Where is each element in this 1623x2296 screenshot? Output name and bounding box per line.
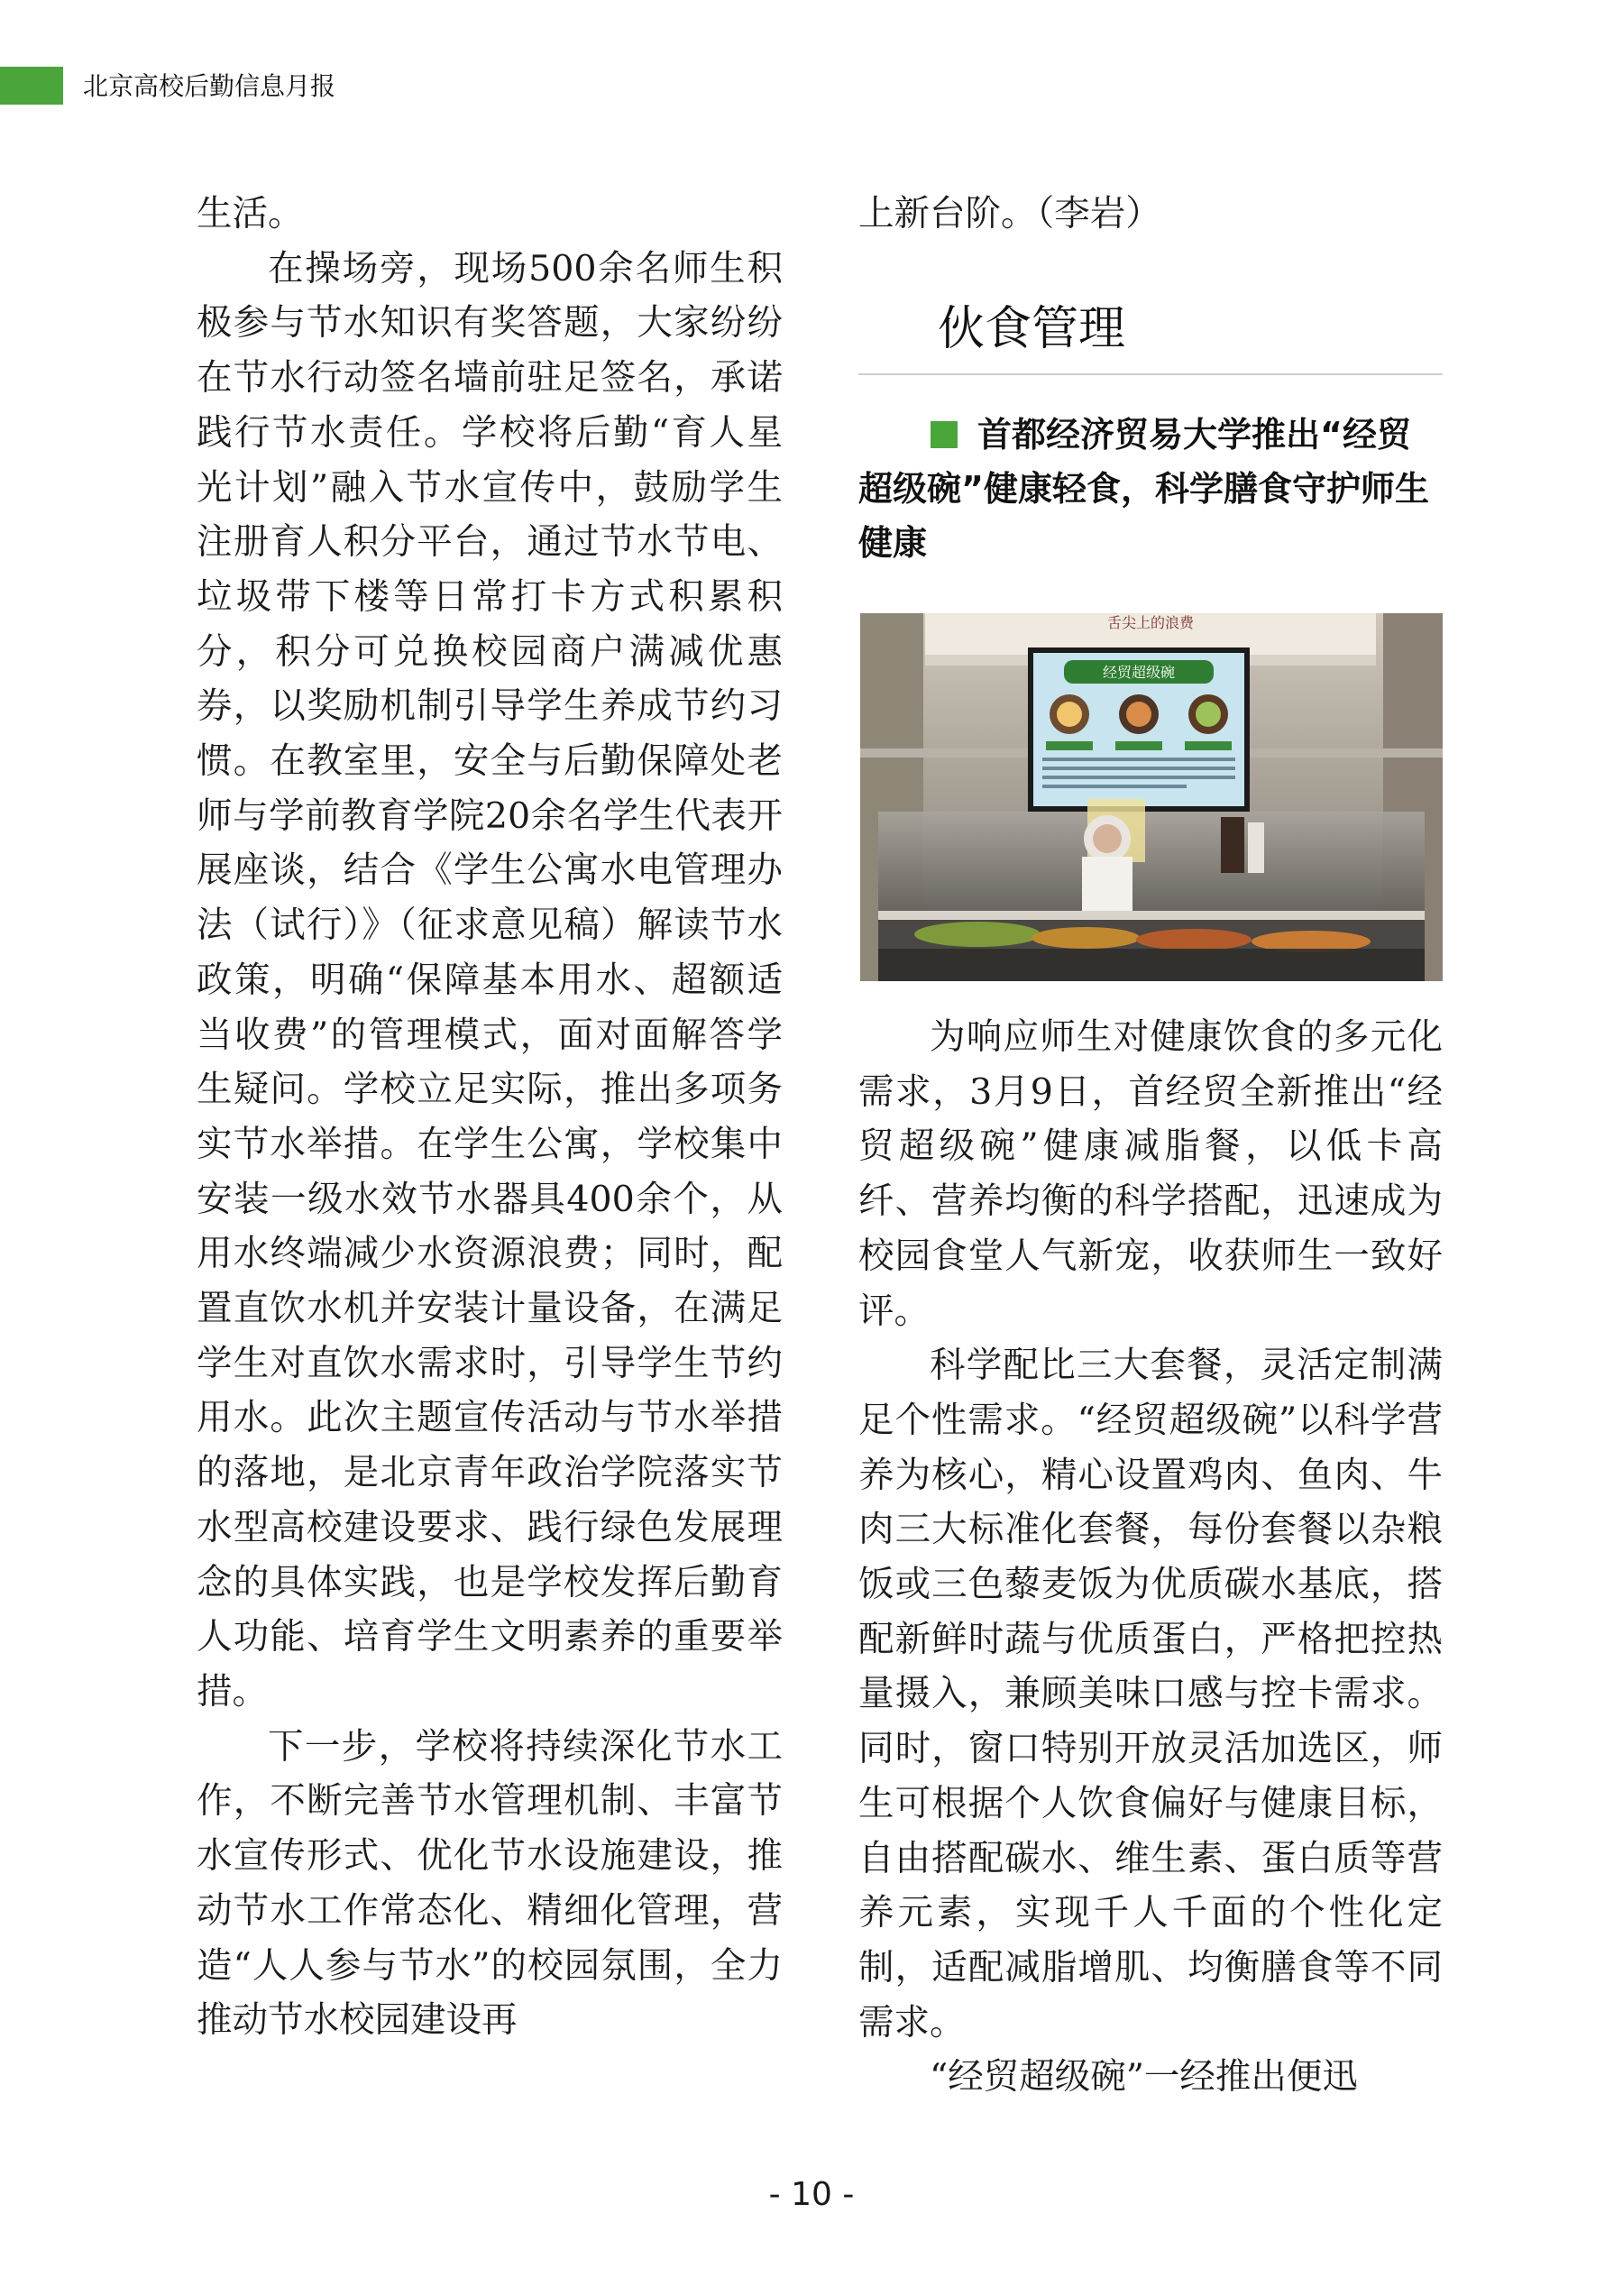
article-title-text: 首都经济贸易大学推出“经贸超级碗”健康轻食，科学膳食守护师生健康 [858, 415, 1429, 563]
article-title [858, 408, 1443, 570]
paragraph: 在操场旁，现场500余名师生积极参与节水知识有奖答题，大家纷纷在节水行动签名墙前驻足签名，承诺践行节水责任。学校将后勤“育人星光计划”融入节水宣传中，鼓励学生注册育人积分平台，通过节水节电、垃圾带下楼等日常打卡方式积累积分，积分可兑换校园商户满减优惠券，以奖励机制引导学生养成节约习惯。在教室里，安全与后勤保障处老师与学前教育学院20余名学生代表开展座谈，结合《学生公寓水电管理办法（试行）》（征求意见稿）解读节水政策，明确“保障基本用水、超额适当收费”的管理模式，面对面解答学生疑问。学校立足实际，推出多项务实节水举措。在学生公寓，学校集中安装一级水效节水器具400余个，从用水终端减少水资源浪费；同时，配置直饮水机并安装计量设备，在满足学生对直饮水需求时，引导学生节约用水。此次主题宣传活动与节水举措的落地，是北京青年政治学院落实节水型高校建设要求、践行绿色发展理念的具体实践，也是学校发挥后勤育人功能、培育学生文明素养的重要举措。 [197, 247, 783, 1713]
section-title: 伙食管理 [938, 302, 1126, 356]
publication-title: 北京高校后勤信息月报 [83, 71, 336, 101]
paragraph: 科学配比三大套餐，灵活定制满足个性需求。“经贸超级碗”以科学营养为核心，精心设置鸡肉、鱼肉、牛肉三大标准化套餐，每份套餐以杂粮饭或三色藜麦饭为优质碳水基底，搭配新鲜时蔬与优质蛋白，严格把控热量摄入，兼顾美味口感与控卡需求。同时，窗口特别开放灵活加选区，师生可根据个人饮食偏好与健康目标，自由搭配碳水、维生素、蛋白质等营养元素，实现千人千面的个性化定制，适配减脂增肌、均衡膳食等不同需求。 [858, 1345, 1443, 2043]
page-number: - 10 - [768, 2176, 855, 2213]
banner-text: 舌尖上的浪费 [1106, 614, 1195, 631]
canteen-photo [860, 613, 1443, 981]
section-divider [858, 373, 1443, 375]
square-bullet-icon [931, 421, 958, 448]
right-column-body [858, 1010, 1443, 2105]
left-column [197, 187, 783, 2048]
right-column-top [858, 187, 1443, 242]
paragraph: 生活。 [197, 193, 304, 234]
paragraph: “经贸超级碗”一经推出便迅 [930, 2056, 1358, 2099]
paragraph: 下一步，学校将持续深化节水工作，不断完善节水管理机制、丰富节水宣传形式、优化节水设施建设，推动节水工作常态化、精细化管理，营造“人人参与节水”的校园氛围，全力推动节水校园建设再 [197, 1725, 783, 2042]
paragraph-continuation: 上新台阶。（李岩） [858, 193, 1161, 234]
canteen-photo-illustration [860, 613, 1443, 981]
header-accent-bar [0, 67, 63, 105]
paragraph: 为响应师生对健康饮食的多元化需求，3月9日，首经贸全新推出“经贸超级碗”健康减脂餐，以低卡高纤、营养均衡的科学搭配，迅速成为校园食堂人气新宠，收获师生一致好评。 [858, 1016, 1443, 1332]
screen-title: 经贸超级碗 [1102, 664, 1176, 681]
